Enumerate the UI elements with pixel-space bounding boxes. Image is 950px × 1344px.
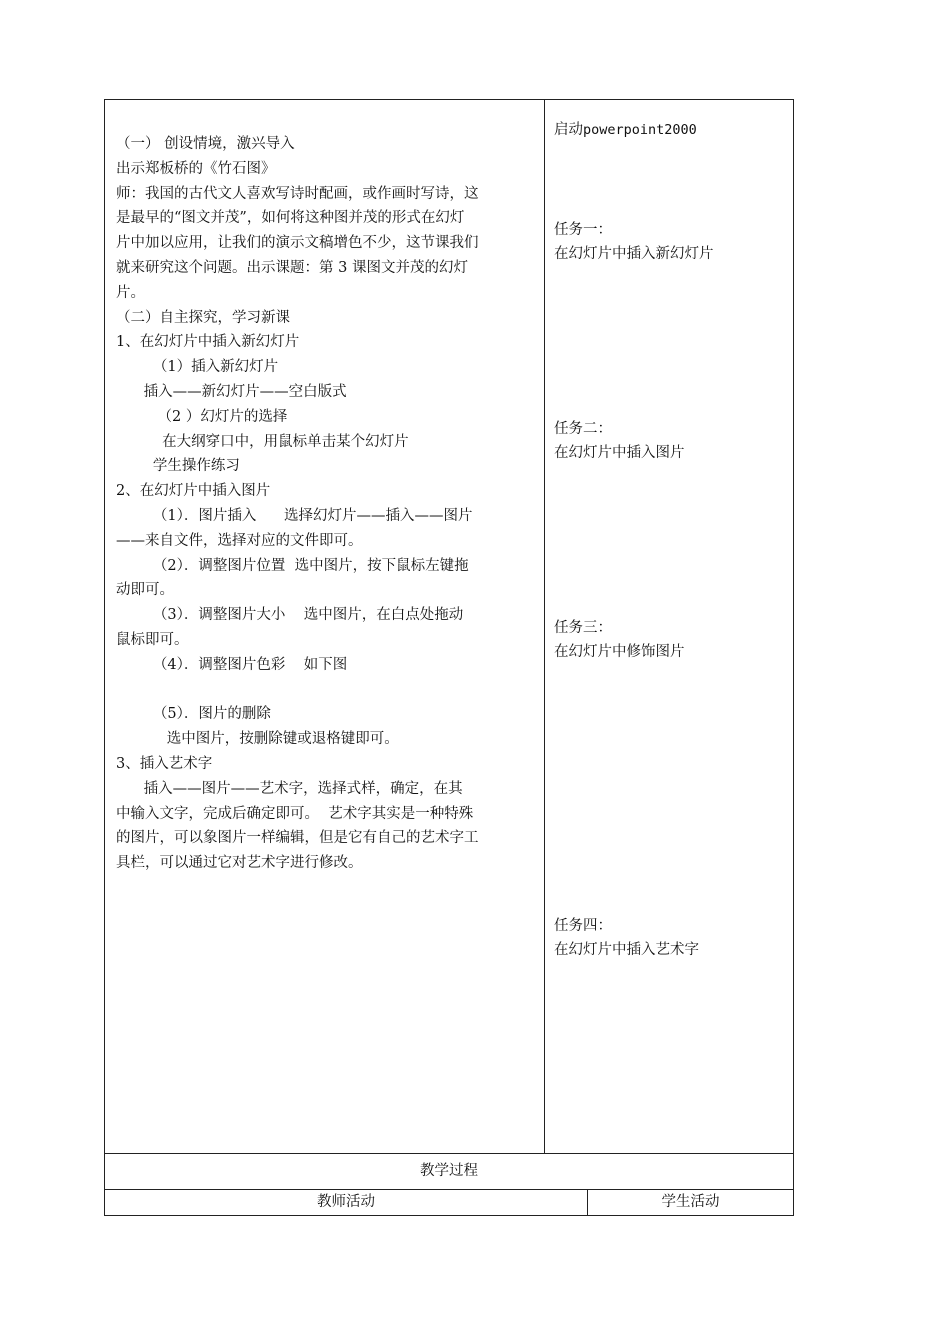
task-title: 任务一： [554, 222, 612, 238]
text-line: 是最早的“图文并茂”，如何将这种图并茂的形式在幻灯 [116, 210, 465, 227]
text-line: （2）．调整图片位置 选中图片，按下鼠标左键拖 [116, 557, 469, 574]
teaching-process-header [104, 1153, 794, 1190]
text-line: （1）．图片插入 选择幻灯片——插入——图片 [116, 507, 473, 524]
text-line: 插入——新幻灯片——空白版式 [116, 383, 347, 400]
text-line: 具栏，可以通过它对艺术字进行修改。 [116, 855, 363, 872]
text-line: 1、在幻灯片中插入新幻灯片 [116, 334, 300, 351]
text-line: （4）．调整图片色彩 如下图 [116, 656, 348, 673]
teaching-process-label: 教学过程 [420, 1163, 478, 1179]
launch-prefix: 启动 [554, 122, 583, 138]
text-line: 片。 [116, 284, 145, 301]
task-description: 在幻灯片中插入艺术字 [554, 942, 699, 958]
column-divider [544, 99, 545, 1154]
task-title: 任务四： [554, 918, 612, 934]
text-line: 3、插入艺术字 [116, 755, 213, 772]
text-line: 出示郑板桥的《竹石图》 [116, 160, 276, 177]
text-line: （1）插入新幻灯片 [116, 359, 279, 376]
task-description: 在幻灯片中插入新幻灯片 [554, 246, 714, 262]
task-2 [554, 417, 685, 465]
text-line: 鼠标即可。 [116, 631, 189, 648]
activity-header-row [104, 1189, 794, 1216]
task-title: 任务三： [554, 620, 612, 636]
student-activity-header: 学生活动 [661, 1194, 720, 1210]
text-line: （2 ）幻灯片的选择 [116, 408, 288, 425]
text-line: 选中图片，按删除键或退格键即可。 [116, 731, 399, 748]
text-line: （5）．图片的删除 [116, 706, 271, 723]
task-4 [554, 914, 699, 962]
text-line: （二）自主探究，学习新课 [116, 309, 290, 326]
text-line: 学生操作练习 [116, 458, 240, 475]
text-line [116, 678, 538, 703]
task-1 [554, 218, 714, 266]
teacher-activity-header: 教师活动 [105, 1190, 588, 1215]
text-line: 在大纲穿口中，用鼠标单击某个幻灯片 [116, 433, 409, 450]
text-line: ——来自文件，选择对应的文件即可。 [116, 532, 363, 549]
text-line: 插入——图片——艺术字，选择式样，确定，在其 [116, 780, 463, 797]
text-line: 中输入文字，完成后确定即可。 艺术字其实是一种特殊 [116, 805, 474, 822]
task-title: 任务二： [554, 421, 612, 437]
text-line: 就来研究这个问题。出示课题：第 3 课图文并茂的幻灯 [116, 259, 468, 276]
task-3 [554, 616, 685, 664]
text-line: 片中加以应用，让我们的演示文稿增色不少，这节课我们 [116, 235, 479, 252]
teacher-activity-text [116, 132, 538, 876]
task-description: 在幻灯片中修饰图片 [554, 644, 685, 660]
task-description: 在幻灯片中插入图片 [554, 445, 685, 461]
text-line: 师：我国的古代文人喜欢写诗时配画，或作画时写诗，这 [116, 185, 479, 202]
text-line: 的图片，可以象图片一样编辑，但是它有自己的艺术字工 [116, 830, 479, 847]
text-line: 动即可。 [116, 582, 174, 599]
text-line: 2、在幻灯片中插入图片 [116, 483, 271, 500]
launch-instruction [554, 118, 697, 142]
launch-app-name: powerpoint2000 [583, 122, 697, 138]
text-line: （3）．调整图片大小 选中图片，在白点处拖动 [116, 607, 464, 624]
text-line: （一） 创设情境，激兴导入 [116, 136, 295, 152]
